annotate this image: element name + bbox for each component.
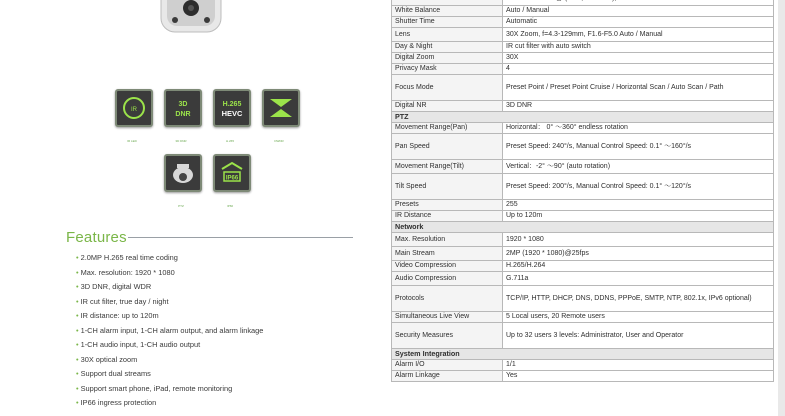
section-header-row bbox=[392, 222, 774, 233]
spec-label: Security Measures bbox=[392, 323, 503, 349]
spec-value: Horizontal： 0° ～360° endless rotation bbox=[503, 123, 774, 134]
spec-label: Movement Range(Pan) bbox=[392, 123, 503, 134]
spec-label: Alarm I/O bbox=[392, 360, 503, 371]
section-header-row bbox=[392, 349, 774, 360]
spec-value: H.265/H.264 bbox=[503, 261, 774, 272]
icon-caption: 3D DNR bbox=[175, 139, 187, 143]
spec-row bbox=[392, 64, 774, 75]
feature-item: • 3D DNR, digital WDR bbox=[76, 280, 263, 295]
svg-text:HEVC: HEVC bbox=[221, 109, 243, 118]
spec-row bbox=[392, 371, 774, 382]
wdr-icon bbox=[262, 89, 300, 127]
spec-label: Digital Zoom bbox=[392, 53, 503, 64]
icon-caption: PTZ bbox=[178, 204, 184, 208]
section-header-row bbox=[392, 112, 774, 123]
section-title: PTZ bbox=[392, 112, 774, 123]
spec-value: 255 bbox=[503, 200, 774, 211]
spec-label: Privacy Mask bbox=[392, 64, 503, 75]
spec-value: IR cut filter with auto switch bbox=[503, 42, 774, 53]
spec-value: Yes bbox=[503, 371, 774, 382]
spec-label: Audio Compression bbox=[392, 272, 503, 286]
feature-item: • IR distance: up to 120m bbox=[76, 309, 263, 324]
h265-hevc-icon bbox=[213, 89, 251, 127]
spec-label: Presets bbox=[392, 200, 503, 211]
spec-row bbox=[392, 28, 774, 42]
spec-label: Video Compression bbox=[392, 261, 503, 272]
spec-value: 30X Zoom, f=4.3-129mm, F1.6-F5.0 Auto / Manual bbox=[503, 28, 774, 42]
ptz-icon bbox=[164, 154, 202, 192]
spec-value: 4 bbox=[503, 64, 774, 75]
spec-value: 3D DNR bbox=[503, 101, 774, 112]
features-heading: Features bbox=[66, 229, 127, 246]
page-edge-shadow bbox=[778, 0, 785, 416]
feature-item: • IR cut filter, true day / night bbox=[76, 295, 263, 310]
spec-value: Vertical：-2° ～90° (auto rotation) bbox=[503, 160, 774, 174]
spec-value: 1920 * 1080 bbox=[503, 233, 774, 247]
spec-row bbox=[392, 261, 774, 272]
spec-row bbox=[392, 360, 774, 371]
spec-value: Automatic bbox=[503, 17, 774, 28]
section-title: Network bbox=[392, 222, 774, 233]
spec-value: 5 Local users, 20 Remote users bbox=[503, 312, 774, 323]
spec-value: 1/1 bbox=[503, 360, 774, 371]
feature-item: • 1-CH alarm input, 1-CH alarm output, and alarm linkage bbox=[76, 324, 263, 339]
spec-row bbox=[392, 42, 774, 53]
specifications-table bbox=[391, 0, 774, 382]
svg-text:3D: 3D bbox=[178, 101, 188, 108]
spec-label: Protocols bbox=[392, 286, 503, 312]
svg-text:IP66: IP66 bbox=[225, 175, 239, 182]
spec-row bbox=[392, 53, 774, 64]
spec-label: Main Stream bbox=[392, 247, 503, 261]
spec-row bbox=[392, 247, 774, 261]
feature-item: • 2.0MP H.265 real time coding bbox=[76, 251, 263, 266]
icon-caption: IP66 bbox=[226, 204, 234, 208]
feature-item: • Max. resolution: 1920 * 1080 bbox=[76, 266, 263, 281]
spec-value: TCP/IP, HTTP, DHCP, DNS, DDNS, PPPoE, SMTP, NTP, 802.1x, IPv6 optional) bbox=[503, 286, 774, 312]
spec-label: Lens bbox=[392, 28, 503, 42]
spec-label: White Balance bbox=[392, 6, 503, 17]
spec-value: Up to 32 users 3 levels: Administrator, User and Operator bbox=[503, 323, 774, 349]
left-column bbox=[0, 0, 385, 416]
spec-value: G.711a bbox=[503, 272, 774, 286]
spec-value: Preset Speed: 200°/s, Manual Control Speed: 0.1° ～120°/s bbox=[503, 174, 774, 200]
icon-caption: DWDR bbox=[274, 139, 284, 143]
spec-row bbox=[392, 6, 774, 17]
feature-item: • 1-CH audio input, 1-CH audio output bbox=[76, 338, 263, 353]
spec-value: Preset Speed: 240°/s, Manual Control Speed: 0.1° ～160°/s bbox=[503, 134, 774, 160]
spec-value: 30X bbox=[503, 53, 774, 64]
spec-row bbox=[392, 272, 774, 286]
spec-row bbox=[392, 134, 774, 160]
features-list bbox=[76, 251, 263, 411]
spec-row bbox=[392, 312, 774, 323]
feature-item: • 30X optical zoom bbox=[76, 353, 263, 368]
spec-label: Digital NR bbox=[392, 101, 503, 112]
spec-value: Preset Point / Preset Point Cruise / Horizontal Scan / Auto Scan / Path bbox=[503, 75, 774, 101]
section-title: System Integration bbox=[392, 349, 774, 360]
spec-value: 2MP (1920 * 1080)@25fps bbox=[503, 247, 774, 261]
spec-row bbox=[392, 160, 774, 174]
spec-row bbox=[392, 75, 774, 101]
spec-label: Focus Mode bbox=[392, 75, 503, 101]
spec-row bbox=[392, 211, 774, 222]
spec-row bbox=[392, 123, 774, 134]
icon-caption: H.265 bbox=[225, 139, 234, 143]
spec-row bbox=[392, 174, 774, 200]
feature-item: • Support smart phone, iPad, remote monitoring bbox=[76, 382, 263, 397]
spec-row bbox=[392, 286, 774, 312]
ptz-camera-image bbox=[155, 0, 227, 40]
spec-row bbox=[392, 323, 774, 349]
ip66-icon bbox=[213, 154, 251, 192]
spec-label: Shutter Time bbox=[392, 17, 503, 28]
spec-label: Movement Range(Tilt) bbox=[392, 160, 503, 174]
spec-label: Max. Resolution bbox=[392, 233, 503, 247]
spec-row bbox=[392, 233, 774, 247]
spec-row bbox=[392, 17, 774, 28]
spec-row bbox=[392, 101, 774, 112]
night-vision-icon bbox=[115, 89, 153, 127]
spec-label: Simultaneous Live View bbox=[392, 312, 503, 323]
feature-item: • IP66 ingress protection bbox=[76, 396, 263, 411]
features-divider bbox=[128, 237, 353, 238]
feature-item: • Support dual streams bbox=[76, 367, 263, 382]
spec-label: Alarm Linkage bbox=[392, 371, 503, 382]
spec-row bbox=[392, 200, 774, 211]
spec-value: Auto / Manual bbox=[503, 6, 774, 17]
spec-label: Day & Night bbox=[392, 42, 503, 53]
spec-label: Pan Speed bbox=[392, 134, 503, 160]
spec-label: IR Distance bbox=[392, 211, 503, 222]
svg-text:DNR: DNR bbox=[175, 111, 191, 118]
spec-table-wrapper bbox=[391, 0, 774, 382]
svg-text:H.265: H.265 bbox=[222, 101, 242, 108]
icon-caption: IR LED bbox=[127, 139, 137, 143]
svg-text:IR: IR bbox=[131, 107, 137, 113]
3d-dnr-icon bbox=[164, 89, 202, 127]
spec-value: Up to 120m bbox=[503, 211, 774, 222]
spec-label: Tilt Speed bbox=[392, 174, 503, 200]
